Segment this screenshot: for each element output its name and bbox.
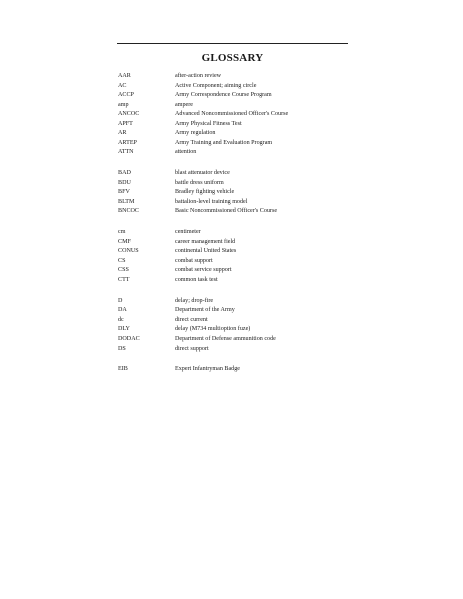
glossary-definition: delay; drop-fire — [175, 297, 214, 304]
glossary-definition: Advanced Noncommissioned Officer's Course — [175, 111, 289, 118]
glossary-entry — [118, 179, 358, 189]
glossary-abbreviation: ATTN — [118, 149, 134, 156]
glossary-abbreviation: D — [118, 297, 123, 304]
glossary-definition: direct support — [175, 345, 209, 352]
glossary-definition: Department of the Army — [175, 307, 235, 314]
glossary-entry — [118, 148, 358, 158]
glossary-abbreviation: CONUS — [118, 248, 139, 255]
glossary-entry — [118, 228, 358, 238]
glossary-group-d — [118, 297, 358, 354]
glossary-entry — [118, 316, 358, 326]
glossary-entry — [118, 325, 358, 335]
glossary-abbreviation: DODAC — [118, 336, 140, 343]
glossary-definition: Department of Defense ammunition code — [175, 336, 276, 343]
glossary-abbreviation: DA — [118, 307, 127, 314]
glossary-definition: after-action review — [175, 73, 222, 79]
glossary-entry — [118, 120, 358, 130]
glossary-abbreviation: cm — [118, 229, 126, 236]
glossary-definition: attention — [175, 149, 197, 156]
glossary-group-a — [118, 72, 358, 158]
glossary-abbreviation: AC — [118, 82, 127, 89]
glossary-abbreviation: DS — [118, 345, 126, 352]
glossary-abbreviation: DLY — [118, 326, 130, 333]
glossary-group-c — [118, 228, 358, 285]
glossary-abbreviation: EIB — [118, 366, 128, 373]
glossary-definition: ampere — [175, 101, 193, 108]
glossary-definition: common task test — [175, 276, 218, 283]
glossary-entry — [118, 169, 358, 179]
glossary-entry — [118, 345, 358, 355]
glossary-entry — [118, 306, 358, 316]
glossary-abbreviation: AR — [118, 130, 127, 137]
glossary-abbreviation: APFT — [118, 120, 133, 127]
glossary-definition: Army Correspondence Course Program — [175, 92, 272, 99]
glossary-definition: Army regulation — [175, 130, 216, 137]
glossary-abbreviation: CMF — [118, 238, 131, 245]
glossary-definition: blast attenuator device — [175, 170, 230, 177]
glossary-definition: Army Physical Fitness Test — [175, 120, 242, 127]
glossary-group-e — [118, 365, 358, 375]
glossary-entry — [118, 257, 358, 267]
glossary-abbreviation: BDU — [118, 179, 131, 186]
glossary-entry — [118, 247, 358, 257]
glossary-definition: battalion-level training model — [175, 198, 248, 205]
glossary-abbreviation: BFV — [118, 189, 130, 196]
glossary-abbreviation: BNCOC — [118, 208, 139, 215]
glossary-entry — [118, 91, 358, 101]
glossary-definition: Expert Infantryman Badge — [175, 366, 240, 373]
glossary-entry — [118, 82, 358, 92]
glossary-definition: career management field — [175, 238, 236, 245]
glossary-abbreviation: CS — [118, 257, 126, 264]
glossary-entry — [118, 266, 358, 276]
glossary-entry — [118, 276, 358, 286]
glossary-definition: combat support — [175, 257, 213, 264]
glossary-abbreviation: CTT — [118, 276, 130, 283]
glossary-definition: Active Component; aiming circle — [175, 82, 257, 89]
glossary-entry — [118, 365, 358, 375]
glossary-definition: Basic Noncommissioned Officer's Course — [175, 208, 278, 215]
glossary-definition: battle dress uniform — [175, 179, 224, 186]
glossary-entry — [118, 335, 358, 345]
glossary-abbreviation: ACCP — [118, 92, 134, 99]
glossary-entry — [118, 188, 358, 198]
glossary-abbreviation: ANCOC — [118, 111, 140, 118]
glossary-entry — [118, 207, 358, 217]
glossary-group-b — [118, 169, 358, 217]
glossary-entry — [118, 110, 358, 120]
glossary-definition: continental United States — [175, 248, 237, 255]
glossary-definition: Army Training and Evaluation Program — [175, 139, 273, 146]
glossary-definition: delay (M734 multioption fuze) — [175, 326, 251, 333]
glossary-abbreviation: CSS — [118, 267, 129, 274]
glossary-abbreviation: AAR — [118, 73, 131, 79]
glossary-definition: direct current — [175, 316, 208, 323]
glossary-list — [118, 72, 358, 386]
glossary-entry — [118, 297, 358, 307]
glossary-definition: centimeter — [175, 229, 201, 236]
glossary-abbreviation: dc — [118, 316, 124, 323]
glossary-entry — [118, 101, 358, 111]
glossary-entry — [118, 129, 358, 139]
glossary-abbreviation: BLTM — [118, 198, 135, 205]
glossary-definition: Bradley fighting vehicle — [175, 189, 235, 196]
page-title: GLOSSARY — [201, 52, 264, 64]
glossary-definition: combat service support — [175, 267, 232, 274]
glossary-abbreviation: BAD — [118, 170, 131, 177]
header-rule — [117, 43, 348, 44]
glossary-abbreviation: amp — [118, 101, 129, 108]
glossary-entry — [118, 198, 358, 208]
glossary-entry — [118, 238, 358, 248]
glossary-entry — [118, 72, 358, 82]
glossary-entry — [118, 139, 358, 149]
glossary-abbreviation: ARTEP — [118, 139, 137, 146]
